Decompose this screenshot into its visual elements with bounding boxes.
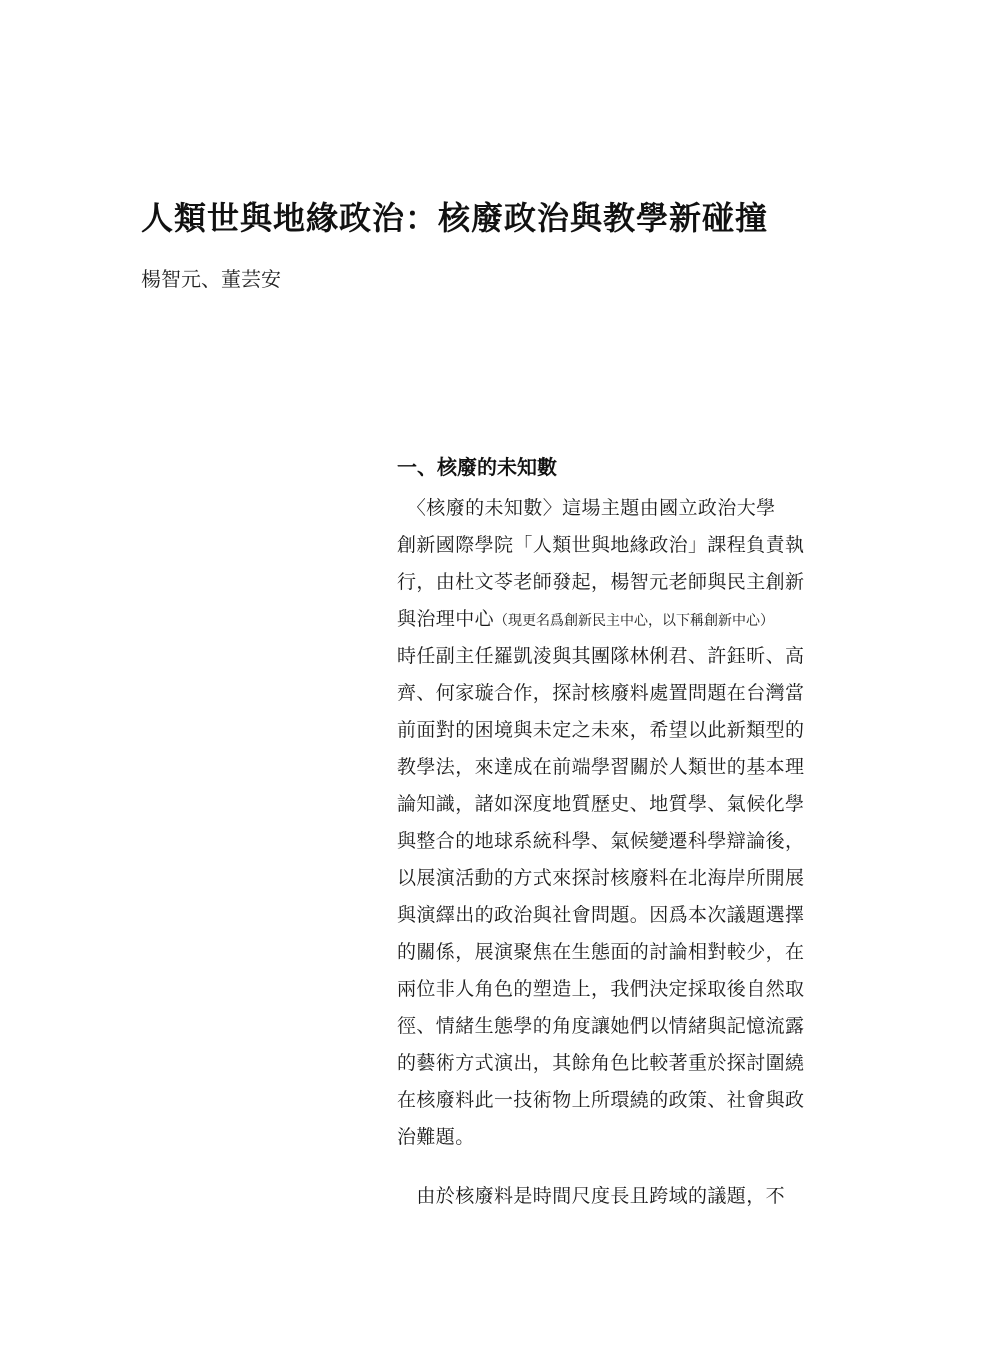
paragraph-line: 論知識，諸如深度地質歷史、地質學、氣候化學 [397, 793, 805, 815]
paragraph-line: 前面對的困境與未定之未來，希望以此新類型的 [397, 719, 805, 741]
paragraph-line: 治難題。 [397, 1126, 475, 1148]
paragraph-line: 〈核廢的未知數〉這場主題由國立政治大學 [397, 497, 776, 519]
paragraph-line: 與演繹出的政治與社會問題。因爲本次議題選擇 [397, 904, 805, 926]
paragraph-line: 由於核廢料是時間尺度長且跨域的議題，不 [397, 1185, 786, 1207]
paragraph-1 [397, 490, 867, 1156]
paragraph-line: 齊、何家璇合作，探討核廢料處置問題在台灣當 [397, 682, 805, 704]
paragraph-line: 的關係，展演聚焦在生態面的討論相對較少，在 [397, 941, 805, 963]
paragraph-line-text: 與治理中心 [397, 608, 495, 630]
paragraph-line [397, 601, 867, 638]
section-heading: 一、核廢的未知數 [397, 455, 557, 479]
paragraph-line: 與整合的地球系統科學、氣候變遷科學辯論後， [397, 830, 805, 852]
parenthetical-note: （現更名爲創新民主中心，以下稱創新中心） [494, 613, 775, 629]
document-title: 人類世與地緣政治：核廢政治與教學新碰撞 [141, 199, 769, 237]
paragraph-2 [397, 1178, 867, 1215]
paragraph-line: 徑、情緒生態學的角度讓她們以情緒與記憶流露 [397, 1015, 805, 1037]
paragraph-line: 教學法，來達成在前端學習關於人類世的基本理 [397, 756, 805, 778]
paragraph-line: 創新國際學院「人類世與地緣政治」課程負責執 [397, 534, 805, 556]
paragraph-line: 兩位非人角色的塑造上，我們決定採取後自然取 [397, 978, 805, 1000]
paragraph-line: 在核廢料此一技術物上所環繞的政策、社會與政 [397, 1089, 805, 1111]
document-authors: 楊智元、董芸安 [141, 267, 281, 291]
paragraph-line: 以展演活動的方式來探討核廢料在北海岸所開展 [397, 867, 805, 889]
paragraph-line: 行，由杜文苓老師發起，楊智元老師與民主創新 [397, 571, 805, 593]
paragraph-line: 的藝術方式演出，其餘角色比較著重於探討圍繞 [397, 1052, 805, 1074]
paragraph-line: 時任副主任羅凱淩與其團隊林俐君、許鈺昕、高 [397, 645, 805, 667]
